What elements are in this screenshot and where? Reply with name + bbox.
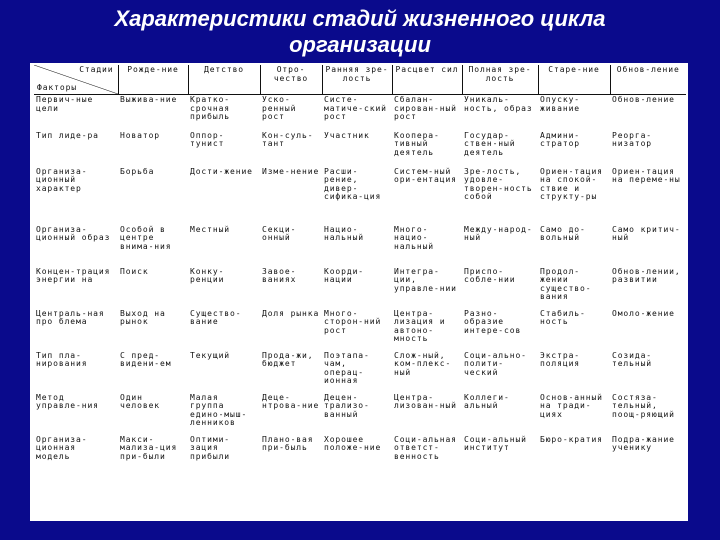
table-cell: Админи-стратор [540,130,581,149]
factor-cell: Организа-ционная модель [36,434,88,461]
table-cell: Сбалан-сирован-ный рост [394,95,457,122]
table-cell: Омоло-жение [612,308,675,318]
table-cell: Завое-ваниях [262,266,297,285]
table-cell: Ориен-тация на переме-ны [612,166,681,185]
table-panel [30,63,688,521]
table-cell: Коорди-нации [324,266,365,285]
factor-cell: Тип лиде-ра [36,130,99,140]
table-cell: Уникаль-ность, образ [464,95,533,113]
table-cell: Существо-вание [190,308,242,327]
stage-header: Старе-ние [538,65,610,95]
table-row [34,225,686,267]
stage-header: Полная зре-лость [462,65,538,95]
table-cell: Поэтапа-чам, операц-ионная [324,350,370,386]
table-row [34,309,686,351]
table-cell: Деце-нтрова-ние [262,392,320,411]
table-cell: Расши-рение, дивер-сифика-ция [324,166,382,202]
table-cell: Созида-тельный [612,350,653,369]
factor-cell: Концен-трация энергии на [36,266,111,285]
table-cell: Соци-ально-полити-ческий [464,350,527,377]
table-cell: Центра-лизован-ный [394,392,457,411]
corner-label-stages: Стадии [79,65,114,74]
table-cell: Приспо-собле-нии [464,266,516,285]
table-cell: Соци-альная ответст-венность [394,434,457,461]
stage-header: Расцвет сил [392,65,462,95]
stage-header: Детство [188,65,260,95]
stage-header: Отро-чество [260,65,322,95]
table-cell: Много-нацио-нальный [394,224,435,251]
table-cell: Обнов-лении, развитии [612,266,681,285]
table-cell: Состяза-тельный, поощ-ряющий [612,392,675,419]
table-cell: Особой в центре внима-ния [120,224,172,251]
table-cell: Много-сторон-ний рост [324,308,382,335]
factor-cell: Организа-ционный характер [36,166,88,193]
table-cell: Борьба [120,166,155,176]
table-cell: Интегра-ции, управле-нии [394,266,457,293]
table-cell: Новатор [120,130,161,140]
title-line-1: Характеристики стадий жизненного цикла [114,6,606,31]
table-cell: Основ-анный на тради-циях [540,392,603,419]
table-cell: Зре-лость, удовле-творен-ность собой [464,166,533,202]
table-cell: Участник [324,130,370,140]
table-cell: Выход на рынок [120,308,166,327]
table-cell: Коллеги-альный [464,392,510,411]
title-line-2: организации [289,32,431,57]
table-cell: Выжива-ние [120,95,178,104]
table-cell: Экстра-поляция [540,350,581,369]
table-cell: Прода-жи, бюджет [262,350,314,369]
table-cell: Секци-онный [262,224,297,243]
table-cell: Центра-лизация и автоно-мность [394,308,446,344]
table-cell: С пред-видени-ем [120,350,172,369]
stage-header: Ранняя зре-лость [322,65,392,95]
slide-title [0,6,720,58]
corner-label-factors: Факторы [37,83,78,93]
table-row [34,131,686,167]
table-cell: Конку-ренции [190,266,225,285]
table-cell: Ориен-тация на спокой-ствие и структу-ры [540,166,603,202]
table-cell: Плано-вая при-быль [262,434,314,453]
table-cell: Бюро-кратия [540,434,603,444]
table-cell: Оппор-тунист [190,130,225,149]
table-cell: Подра-жание ученику [612,434,675,453]
table-cell: Малая группа едино-мыш-ленников [190,392,248,428]
table-row [34,351,686,393]
table-cell: Соци-альный институт [464,434,527,453]
table-cell: Хорошее положе-ние [324,434,382,453]
table-cell: Текущий [190,350,231,360]
table-cell: Уско-ренный рост [262,95,297,122]
table-row [34,393,686,435]
stage-header: Обнов-ление [610,65,686,95]
table-cell: Продол-жении существо-вания [540,266,592,302]
table-cell: Нацио-нальный [324,224,365,243]
factor-cell: Централь-ная про блема [36,308,105,327]
table-cell: Разно-образие интере-сов [464,308,522,335]
table-cell: Реорга-низатор [612,130,653,149]
factor-cell: Метод управле-ния [36,392,99,411]
table-cell: Местный [190,224,231,234]
table-row [34,267,686,309]
factor-cell: Организа-ционный образ [36,224,111,243]
table-cell: Децен-трализо-ванный [324,392,370,419]
corner-cell [34,65,118,95]
stage-header: Рожде-ние [118,65,188,95]
table-cell: Государ-ствен-ный деятель [464,130,516,157]
table-cell: Между-народ-ный [464,224,533,243]
table-cell: Стабиль-ность [540,308,586,327]
table-row [34,95,686,131]
table-cell: Систем-ный ори-ентация [394,166,457,185]
factor-cell: Тип пла-нирования [36,350,88,369]
table-cell: Один человек [120,392,161,411]
table-cell: Оптими-зация прибыли [190,434,231,461]
table-row [34,167,686,225]
table-cell: Доля рынка [262,308,320,318]
table-cell: Коопера-тивный деятель [394,130,440,157]
table-cell: Кон-суль-тант [262,130,314,149]
table-cell: Поиск [120,266,149,276]
header-row [34,65,686,95]
table-cell: Макси-мализа-ция при-были [120,434,178,461]
table-cell: Опуску-живание [540,95,581,113]
table-cell: Слож-ный, ком-плекс-ный [394,350,452,377]
table-cell: Обнов-ление [612,95,675,104]
table-cell: Само критич-ный [612,224,681,243]
table-cell: Дости-жение [190,166,253,176]
factor-cell: Первич-ные цели [36,95,94,113]
table-cell: Систе-матиче-ский рост [324,95,387,122]
table-row [34,435,686,477]
table-cell: Изме-нение [262,166,320,176]
table-cell: Кратко-срочная прибыль [190,95,231,122]
table-cell: Само до-вольный [540,224,586,243]
lifecycle-table [34,65,686,477]
